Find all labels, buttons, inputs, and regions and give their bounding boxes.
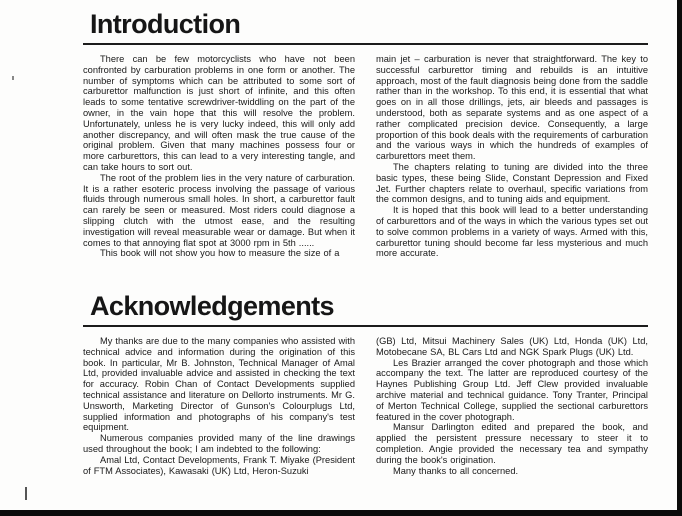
introduction-section [83,8,648,259]
scan-edge-right [677,0,682,516]
scan-artifact [25,487,27,500]
introduction-left-column [83,54,355,259]
paragraph: main jet – carburation is never that straightforward. The key to successful carburettor timing and rebuilds is an intuitive approach, most of the fault diagnosis being done from the saddle rather than in the workshop. To this end, it is essential that what goes on in all those drillings, jets, air bleeds and passages is understood, both as separate systems and as one aspect of a rather complicated precision device. Consequently, a large proportion of this book deals with the requirements of carburation and the various ways in which the hundreds of examples of carburettors meet them. [376,54,648,162]
acknowledgements-heading-rule [83,325,648,327]
introduction-heading: Introduction [90,9,241,39]
acknowledgements-section [83,290,648,476]
acknowledgements-right-column [376,336,648,476]
acknowledgements-heading: Acknowledgements [90,291,334,321]
introduction-heading-rule [83,43,648,45]
paragraph: My thanks are due to the many companies who assisted with technical advice and information during the origination of this book. In particular, Mr B. Johnston, Technical Manager of Amal Ltd, provided invaluable advice and assisted in checking the text for accuracy. Robin Chan of Contact Developments supplied technical assistance and literature on Dellorto instruments. Mr G. Unsworth, Marketing Director of Gunson's Colourplugs Ltd, supplied information and photographs of his company's test equipment. [83,336,355,433]
paragraph: This book will not show you how to measure the size of a [100,248,340,259]
paragraph: Numerous companies provided many of the line drawings used throughout the book; I am indebted to the following: [83,433,355,454]
paragraph: Les Brazier arranged the cover photograph and those which accompany the text. The latter are reproduced courtesy of the Haynes Publishing Group Ltd. Jeff Clew provided invaluable archive material and technical guidance. Tony Tranter, Principal of Merton Technical College, supplied the sectional carburettors featured in the cover photograph. [376,357,648,422]
paragraph: Mansur Darlington edited and prepared the book, and applied the persistent pressure necessary to steer it to completion. Angie provided the necessary tea and sympathy during the book's origination. [376,422,648,465]
introduction-columns [83,54,648,259]
paragraph: The root of the problem lies in the very nature of carburation. It is a rather esoteric process involving the passage of various fluids through numerous small holes. In short, a carburettor fault can rarely be seen or measured. Most riders could diagnose a slipping clutch with the utmost ease, and the resulting investigation will reveal measurable wear or damage. But when it comes to that annoying flat spot at 3000 rpm in 5th ...... [83,172,355,248]
paragraph: There can be few motorcyclists who have not been confronted by carburation problems in one form or another. The number of symptoms which can be attributed to some sort of carburettor malfunction is just short of infinite, and this often leads to some tentative screwdriver-twiddling on the part of the owner, in the vain hope that this will resolve the problem. Unfortunately, unless he is very lucky indeed, this will only add another discrepancy, and will often mask the true cause of the original problem. Given that many machines possess four or more carburettors, this can lead to a very interesting tangle, and can take hours to sort out. [83,54,355,172]
scan-artifact [12,76,14,80]
paragraph: Many thanks to all concerned. [393,465,519,476]
paragraph: Amal Ltd, Contact Developments, Frank T. Miyake (President of FTM Associates), Kawasaki (UK) Ltd, Heron-Suzuki [83,454,355,476]
paragraph: (GB) Ltd, Mitsui Machinery Sales (UK) Ltd, Honda (UK) Ltd, Motobecane SA, BL Cars Ltd and NGK Spark Plugs (UK) Ltd. [376,336,648,357]
acknowledgements-columns [83,336,648,476]
acknowledgements-left-column [83,336,355,476]
paragraph: It is hoped that this book will lead to a better understanding of carburettors and of the ways in which the various types set out to solve common problems in a variety of ways. Armed with this, carburettor tuning should become far less mysterious and much more accurate. [376,205,648,259]
paragraph: The chapters relating to tuning are divided into the three basic types, these being Slide, Constant Depression and Fixed Jet. Further chapters relate to overhaul, specific variations from the common designs, and to tuning aids and equipment. [376,161,648,205]
introduction-right-column [376,54,648,259]
scan-edge-bottom [0,510,682,516]
